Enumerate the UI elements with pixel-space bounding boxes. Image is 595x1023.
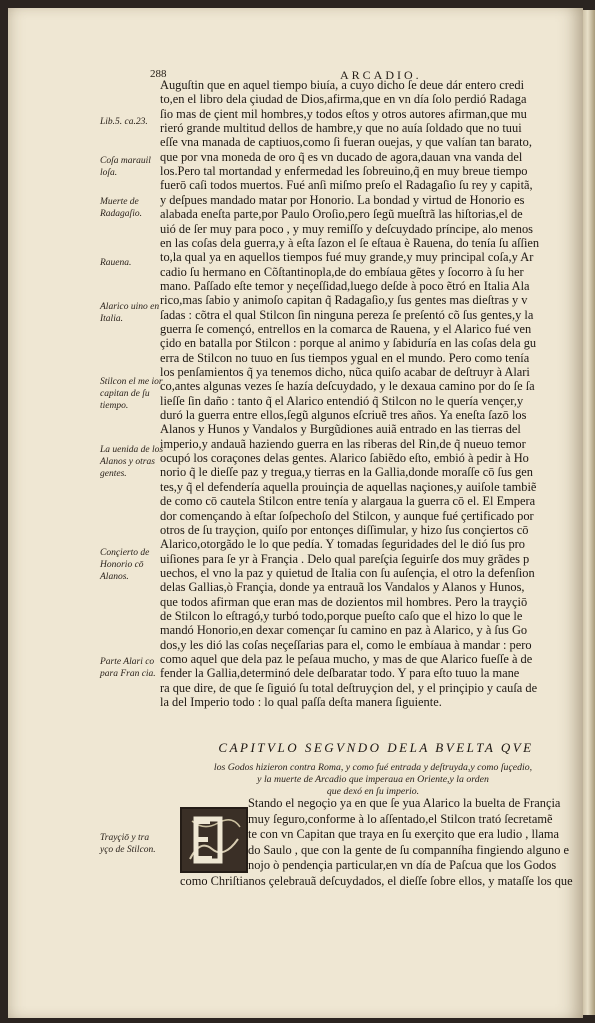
text-line: en las coſas dela guerra,y à eſta ſazon el ſe eſtaua è Rauena, do tenía ſu aſſien <box>160 235 540 250</box>
text-line: duró la guerra entre ellos,ſegũ algunos eſcriuẽ tres años. Ya eneſta ſazō los <box>160 408 527 423</box>
text-line: guerra ſe començó, entrellos en la comarca de Rauena, y el Alarico fué ven <box>160 321 532 336</box>
text-line: cadio ſu hermano en Cõſtantinopla,de do embíaua gẽtes y ſocorro à ſu her <box>160 264 524 279</box>
text-line: uiſiones para ſe yr à Françia . Delo qual pareſçia ſeguirſe dos muy grãdes p <box>160 551 530 566</box>
text-line: fuerō caſi todos muertos. Fué anſi miſmo preſo el Radagaſio ſu rey y capitã, <box>160 178 533 193</box>
margin-note: Rauena. <box>100 258 132 268</box>
margin-note: Parte Alari co para Fran cia. <box>100 657 156 679</box>
text-line: to,en el libro dela çiudad de Dios,afirma,que en vn día ſolo perdió Radaga <box>160 92 527 107</box>
chapter-subtitle-line: los Godos hizieron contra Roma, y como fué entrada y deſtruyda,y como ſuçedio, <box>213 762 533 773</box>
text-line: do Saulo , que con la gente de ſu companníha fingiendo alguno e <box>248 842 570 857</box>
text-line: rieró grande multitud dellos de hambre,y que no auía ſoldado que no tuui <box>160 121 522 136</box>
text-line: uió de ſer muy para poco , y muy remiſſo y deſcuydado príncipe, alo menos <box>160 221 533 236</box>
text-line: co,antes algunas vezes ſe hazía deſcuydado, y le dexaua camino por do ſe ſa <box>160 379 535 394</box>
text-line: imperio,y andauã haziendo guerra en las riberas del Rin,de q̃ nueuo temor <box>160 436 526 451</box>
text-line: la del Imperio todo : lo qual paſſa deſta manera ſiguiente. <box>160 695 442 710</box>
margin-note: Coſa marauil loſa. <box>100 156 151 178</box>
text-line: erra de Stilcon no tuuo en ſus tiempos ygual en el mundo. Pero como tenía <box>160 350 530 365</box>
text-line: dor començando à eſtar ſoſpechoſo del Stilcon, y aunque fué çertificado por <box>160 508 534 523</box>
chapter-subtitle-line: que dexó en ſu imperio. <box>326 786 420 797</box>
margin-note: Trayçiō y tra yço de Stilcon. <box>100 833 156 855</box>
text-line: lieſſe ſin daño : tanto q̃ el Alarico entendió q̃ Stilcon no le quería vençer,y <box>160 393 524 408</box>
margin-note: La uenida de los Alanos y otras gentes. <box>100 445 164 479</box>
text-line: Stando el negoçio ya en que ſe yua Alarico la buelta de Françia <box>248 796 561 810</box>
running-head: ARCADIO. <box>340 68 422 82</box>
margin-note: Muerte de Radagaſio. <box>100 197 142 219</box>
text-line: que todos afirman que eran mas de dozientos mil hombres. Pero la trayçiō <box>160 594 528 609</box>
text-line: que por vna moneda de oro q̃ es vn ducado de agora,dauan vna vanda del <box>160 149 523 164</box>
text-line: y deſpues mandado matar por Honorio. La bondad y virtud de Honorio es <box>160 192 525 207</box>
text-line: te con vn Capitan que traya en ſu exerçito que era ludio , llama <box>248 827 560 842</box>
text-line: como Chriſtianos çelebrauã deſcuydados, el dieſſe ſobre ellos, y mataſſe los que <box>180 874 573 888</box>
chapter-subtitle-line: y la muerte de Arcadio que imperaua en Oriente,y la orden <box>257 774 489 785</box>
text-line: delas Gallias,ò Françia, donde ya entrauã los Vandalos y Alanos y Hunos, <box>160 580 525 595</box>
chapter-title: CAPITVLO SEGVNDO DELA BVELTA QVE <box>218 740 534 755</box>
text-line: los penſamientos q̃ ya tenemos dicho, nũca quiſo acabar de deſtruyr à Alari <box>160 365 530 379</box>
text-line: eſſe vna manada de captiuos,como ſi fueran ouejas, y que valían tan barato, <box>160 135 532 150</box>
text-line: ſio mas de çient mil hombres,y todos eſtos y otros autores afirman,que mu <box>160 106 527 121</box>
text-line: çido en batalla por Stilcon : porque al animo y ſabiduría en las coſas dela gu <box>160 336 537 351</box>
text-line: Auguſtin que en aquel tiempo biuía, a cuyo dicho ſe deue dár entero credi <box>160 78 525 92</box>
text-line: to,la qual ya en aquellos tiempos fué muy grande,y muy principal coſa,y Ar <box>160 250 534 265</box>
text-line: nojo ò pendençia particular,en vn día de Paſcua que los Godos <box>248 858 557 873</box>
text-line: Alarico,otorgãdo le lo que pedía. Y tomadas ſeguridades del le dió ſus pro <box>160 537 525 552</box>
text-line: mandó Honorio,en dexar començar ſu camino en paz à Alarico, y à ſus Go <box>160 623 528 638</box>
text-line: Alanos y Hunos y Vandalos y Burgũdiones auiã entrado en las tierras del <box>160 422 521 437</box>
folio-number: 288 <box>150 68 167 80</box>
text-line: dos,y les dió las coſas neçeſſarias para el, como le embíaua à mandar : pero <box>160 637 532 652</box>
text-line: muy ſeguro,conforme à lo aſſentado,el Stilcon trató ſecretamẽ <box>248 811 553 826</box>
margin-note: Alarico uino en Italia. <box>100 302 160 324</box>
text-line: ra que dire, de que ſe ſiguió ſu total deſtruyçion del, y el prinçipio y cauſa de <box>160 680 538 695</box>
text-line: norio q̃ le dieſſe paz y tregua,y tierras en la Gallia,donde moraſſe cō ſus gen <box>160 465 533 480</box>
text-line: tes,y q̃ el defendería aquella prouinçia de aquellas naçiones,y auiſole tambiẽ <box>160 479 537 494</box>
text-line: ſadas : cõtra el qual Stilcon ſin ninguna pereza ſe preſentó cõ ſus gentes,y la <box>160 307 534 322</box>
margin-note: Conçierto de Honorio cō Alanos. <box>100 548 150 582</box>
text-line: fender la Gallia,determinó dele deſbaratar todo. Y para eſto tuuo la mane <box>160 666 520 681</box>
text-line: mano. Paſſado eſte temor y neçeſſidad,luego deſde à poco ẽtró en Italia Ala <box>160 278 530 293</box>
text-line: los.Pero tal mortandad y enfermedad les ſobreuino,q̃ en muy breue tiempo <box>160 164 528 179</box>
text-line: de como cō cautela Stilcon entre tenía y alargaua la guerra cō el. El Empera <box>160 494 536 509</box>
text-line: alabada eneſta parte,por Paulo Oroſio,pero ſegũ mueſtrã las hiſtorias,el de <box>160 207 523 222</box>
text-line: ocupó los coraçones delas gentes. Alarico ſabiẽdo eſto, embió à pedir à Ho <box>160 451 529 466</box>
text-line: uechos, el vno la paz y quietud de Italia con ſu auſençia, el otro la defenſion <box>160 565 535 580</box>
margin-note: Lib.5. ca.23. <box>100 117 148 127</box>
margin-note: Stilcon el me ior capitan de ſu tiempo. <box>100 377 163 411</box>
page-edge <box>583 10 595 1015</box>
text-line: otros de ſu trayçion, quiſo por entonçes diſſimular, y hizo ſus conçiertos cō <box>160 522 529 537</box>
text-line: como aquel que dela paz le peſaua mucho, y mas de que Alarico fueſſe à de <box>160 652 533 666</box>
text-line: de Stilcon lo eſtragó,y turbó todo,porque pueſto caſo que el hizo lo que le <box>160 608 523 623</box>
text-line: rico,mas ſabio y animoſo capitan q̃ Radagaſio,y ſus gentes mas dieſtras y v <box>160 293 528 308</box>
decorated-initial-e <box>180 807 248 873</box>
